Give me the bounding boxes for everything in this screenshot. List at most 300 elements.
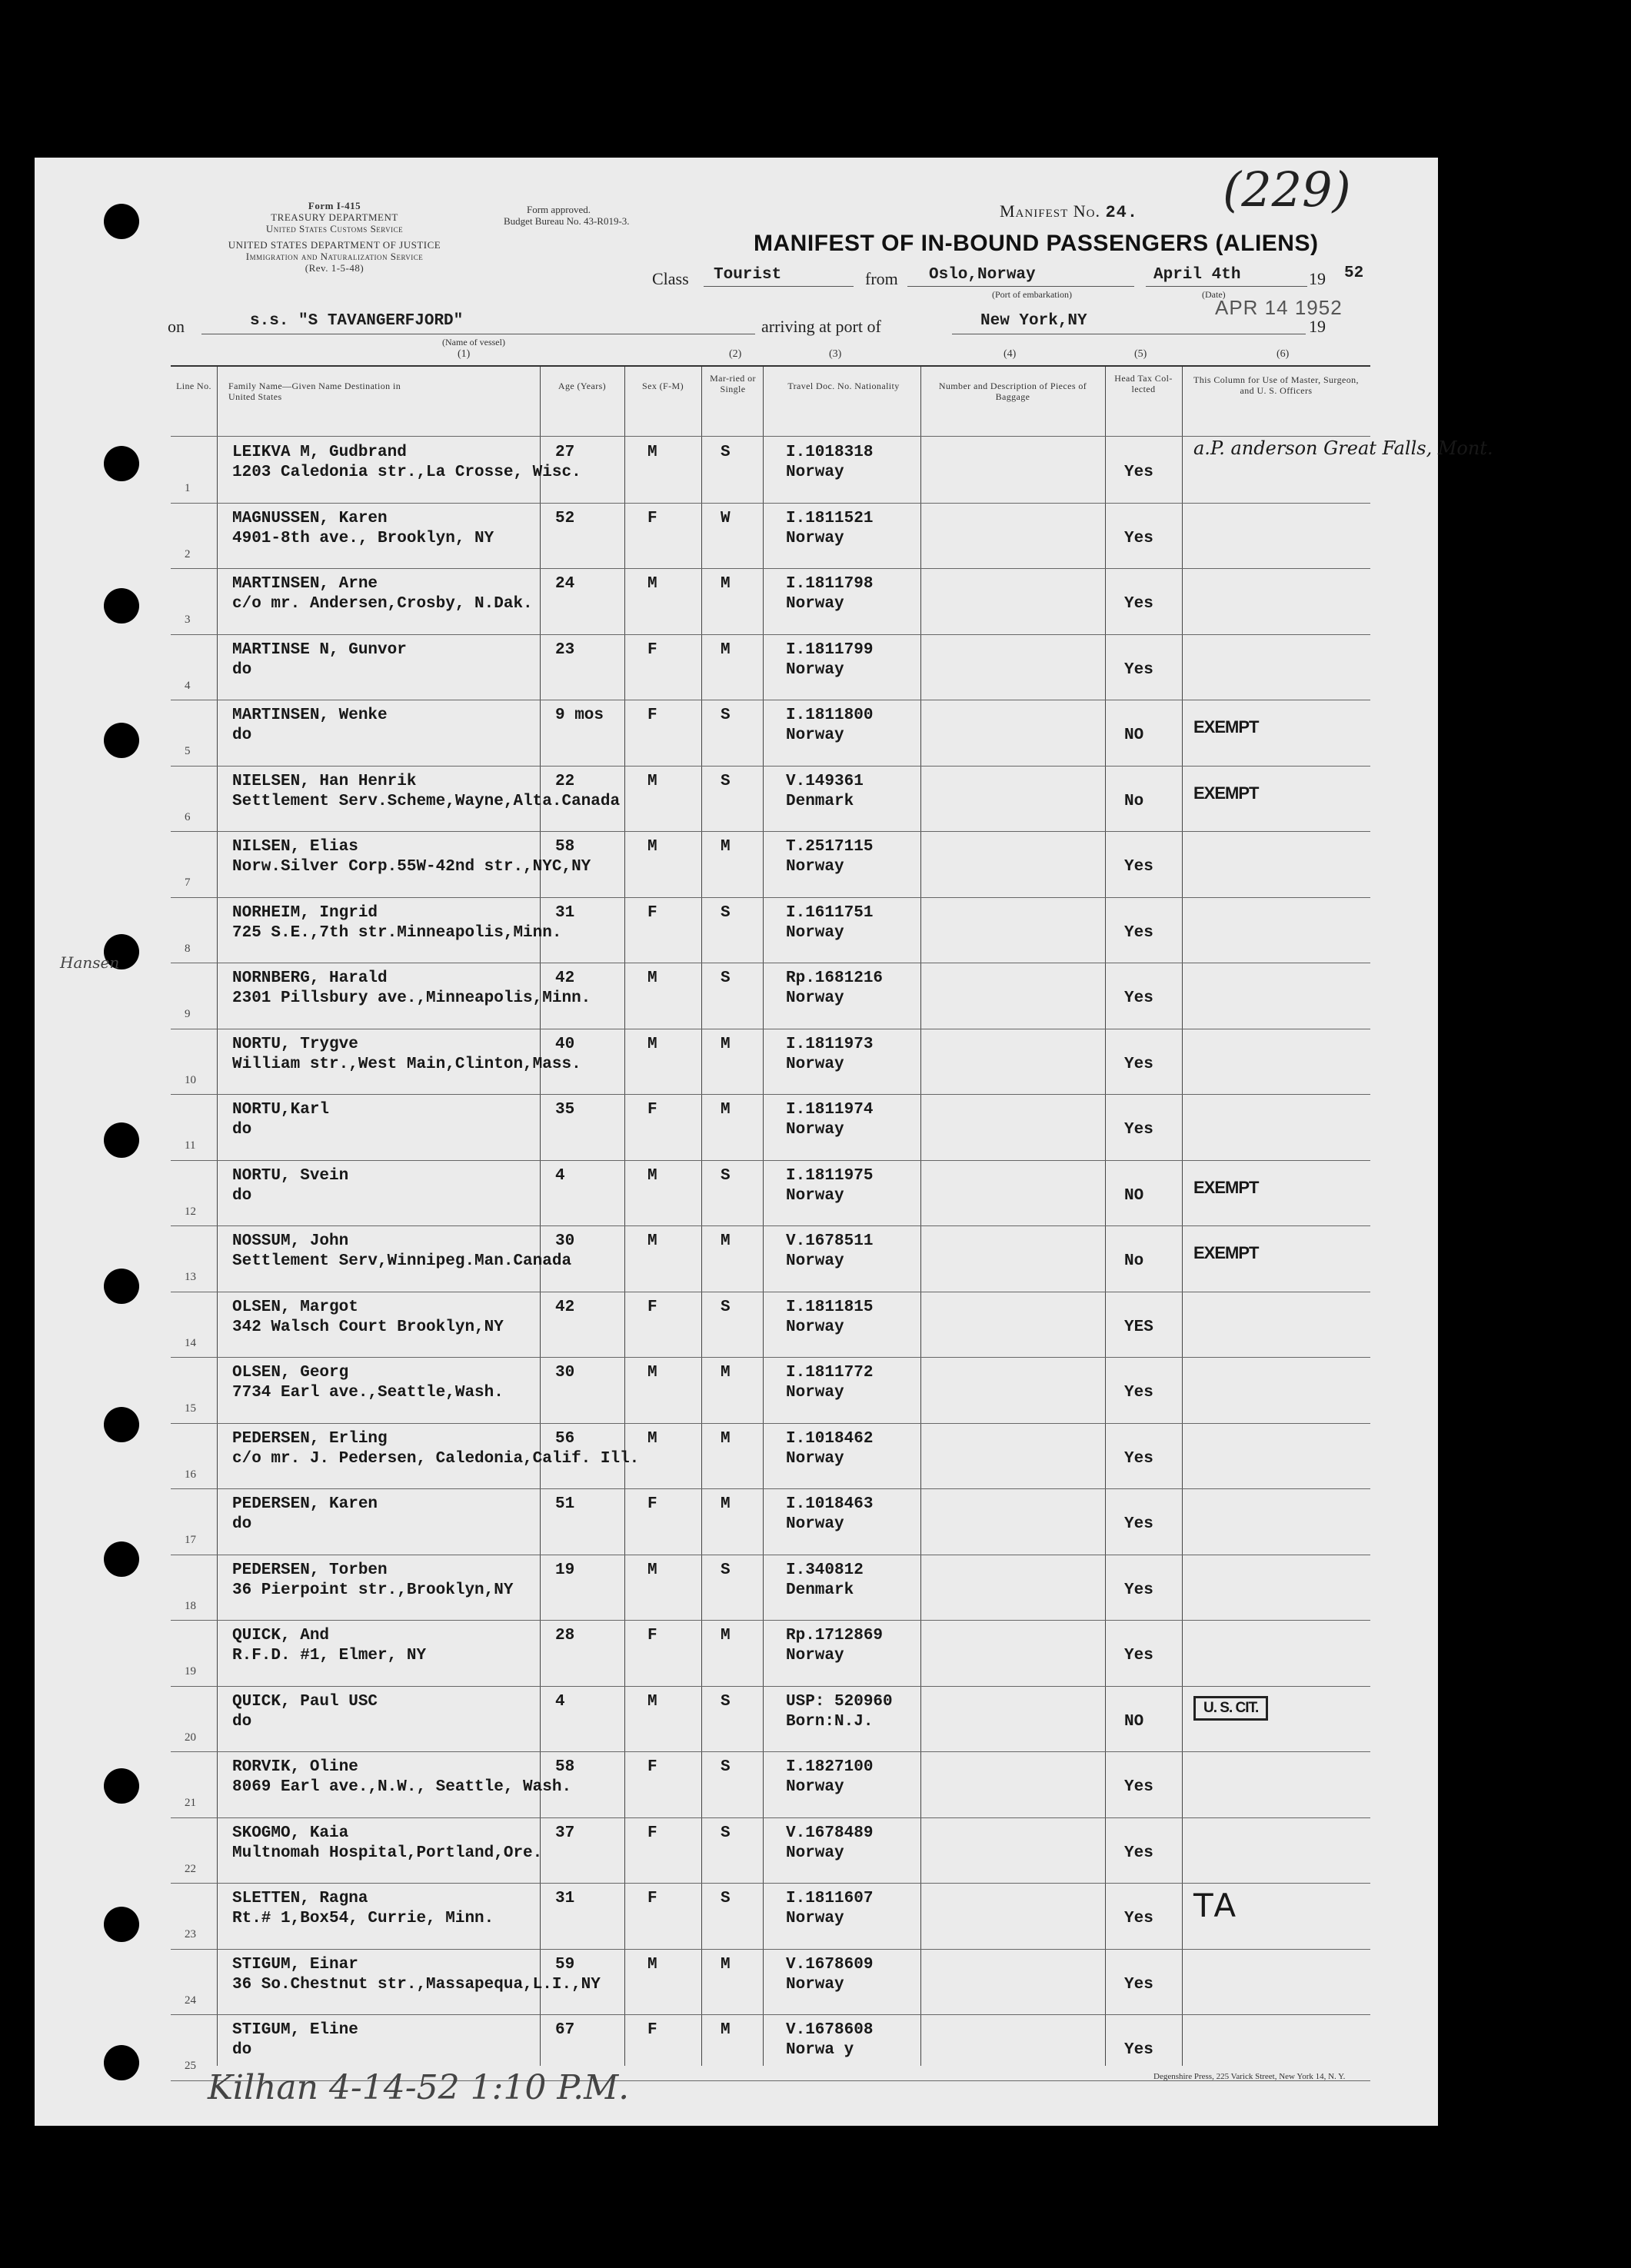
manifest-label: Manifest No.: [1000, 201, 1100, 221]
sex: M: [647, 1429, 657, 1448]
sex: M: [647, 838, 657, 856]
sex: F: [647, 1627, 657, 1644]
table-row: [171, 700, 1370, 766]
passenger-name: NORNBERG, Harald: [232, 969, 388, 987]
destination: 2301 Pillsbury ave.,Minneapolis,Minn.: [232, 989, 591, 1007]
line-number: 17: [185, 1534, 196, 1546]
officer-remark: EXEMPT: [1193, 1177, 1259, 1197]
nationality: Norway: [786, 1910, 844, 1927]
travel-doc-no: I.1018463: [786, 1495, 874, 1513]
vessel-value: s.s. "S TAVANGERFJORD": [250, 312, 464, 330]
punch-hole: [104, 204, 139, 239]
line-number: 3: [185, 614, 191, 626]
nationality: Norway: [786, 1647, 844, 1664]
passenger-name: NIELSEN, Han Henrik: [232, 772, 417, 790]
punch-hole: [104, 1269, 139, 1304]
marital-status: S: [721, 1166, 731, 1185]
passenger-name: OLSEN, Margot: [232, 1298, 358, 1316]
marital-status: M: [721, 1627, 731, 1644]
passenger-name: MARTINSEN, Arne: [232, 575, 378, 593]
head-tax: Yes: [1124, 1975, 1153, 1994]
passenger-table: [171, 365, 1493, 2072]
head-tax: Yes: [1124, 1844, 1153, 1862]
passenger-name: PEDERSEN, Karen: [232, 1495, 378, 1513]
nationality: Norway: [786, 1121, 844, 1139]
nationality: Denmark: [786, 1581, 854, 1599]
officer-remark: EXEMPT: [1193, 783, 1259, 803]
treasury-dept: TREASURY DEPARTMENT: [271, 211, 398, 223]
line-number: 22: [185, 1862, 196, 1875]
passenger-name: PEDERSEN, Torben: [232, 1561, 388, 1579]
age: 59: [555, 1955, 575, 1974]
header-travel-doc: Travel Doc. No. Nationality: [787, 381, 900, 391]
destination: R.F.D. #1, Elmer, NY: [232, 1647, 427, 1664]
punch-hole: [104, 1407, 139, 1442]
nationality: Norway: [786, 1186, 844, 1205]
sex: F: [647, 903, 657, 922]
passenger-name: QUICK, Paul USC: [232, 1692, 378, 1711]
table-row: [171, 504, 1370, 569]
destination: Settlement Serv.Scheme,Wayne,Alta.Canada: [232, 792, 621, 810]
year-prefix-2: 19: [1309, 317, 1326, 336]
approved-text: Form approved.: [527, 204, 591, 215]
destination: c/o mr. J. Pedersen, Caledonia,Calif. Ill.: [232, 1449, 640, 1468]
travel-doc-no: I.1811772: [786, 1364, 874, 1382]
age: 27: [555, 444, 575, 461]
destination: Rt.# 1,Box54, Currie, Minn.: [232, 1910, 494, 1927]
sex: F: [647, 1298, 657, 1316]
line-number: 13: [185, 1271, 196, 1283]
nationality: Norway: [786, 1252, 844, 1270]
passenger-name: PEDERSEN, Erling: [232, 1429, 388, 1448]
table-row: [171, 1687, 1370, 1752]
line-number: 2: [185, 547, 191, 560]
line-number: 16: [185, 1468, 196, 1481]
sex: M: [647, 1166, 657, 1185]
class-value: Tourist: [714, 266, 782, 284]
destination: do: [232, 1515, 252, 1533]
sex: F: [647, 1824, 657, 1842]
sex: F: [647, 1890, 657, 1907]
vessel-caption: (Name of vessel): [442, 337, 505, 348]
arrival-date-stamp: APR 14 1952: [1215, 296, 1343, 319]
travel-doc-no: I.1811973: [786, 1035, 874, 1053]
nationality: Norway: [786, 1975, 844, 1994]
age: 30: [555, 1364, 575, 1382]
marital-status: S: [721, 1561, 731, 1579]
sex: M: [647, 1232, 657, 1250]
age: 23: [555, 640, 575, 659]
age: 51: [555, 1495, 575, 1513]
travel-doc-no: T.2517115: [786, 838, 874, 856]
header-name: Family Name—Given Name Destination in United States: [228, 381, 401, 402]
head-tax: Yes: [1124, 1581, 1153, 1599]
column-number: (2): [729, 348, 742, 360]
destination: William str.,West Main,Clinton,Mass.: [232, 1055, 581, 1073]
marital-status: M: [721, 1035, 731, 1053]
column-number: (4): [1004, 348, 1017, 360]
destination: Multnomah Hospital,Portland,Ore.: [232, 1844, 543, 1862]
age: 52: [555, 509, 575, 527]
sex: F: [647, 640, 657, 659]
column-number: (6): [1277, 348, 1290, 360]
column-number: (1): [458, 348, 471, 360]
table-row: [171, 1884, 1370, 1949]
passenger-name: STIGUM, Eline: [232, 2021, 358, 2039]
marital-status: S: [721, 903, 731, 922]
punch-hole: [104, 1907, 139, 1942]
marital-status: S: [721, 1824, 731, 1842]
travel-doc-no: Rp.1712869: [786, 1627, 884, 1644]
line-number: 21: [185, 1797, 196, 1809]
table-row: [171, 1161, 1370, 1226]
punch-hole: [104, 1541, 139, 1577]
header-married: Mar-ried or Single: [710, 373, 756, 394]
marital-status: M: [721, 1364, 731, 1382]
travel-doc-no: I.1811800: [786, 707, 874, 724]
age: 9 mos: [555, 707, 604, 724]
table-row: [171, 1226, 1370, 1292]
passenger-name: RORVIK, Oline: [232, 1758, 358, 1776]
nationality: Norway: [786, 1384, 844, 1402]
table-row: [171, 1358, 1370, 1423]
sex: M: [647, 444, 657, 461]
table-row: [171, 1950, 1370, 2015]
head-tax: Yes: [1124, 464, 1153, 481]
punch-hole: [104, 588, 139, 624]
table-row: [171, 635, 1370, 700]
passenger-name: SKOGMO, Kaia: [232, 1824, 349, 1842]
passenger-name: NILSEN, Elias: [232, 838, 358, 856]
revision: (Rev. 1-5-48): [305, 262, 364, 274]
page-title: MANIFEST OF IN-BOUND PASSENGERS (ALIENS): [754, 231, 1319, 256]
from-value: Oslo,Norway: [929, 266, 1036, 284]
head-tax: No: [1124, 1252, 1144, 1270]
line-number: 8: [185, 942, 191, 955]
age: 58: [555, 1758, 575, 1776]
class-underline: [704, 286, 854, 287]
travel-doc-no: I.1827100: [786, 1758, 874, 1776]
travel-doc-no: I.340812: [786, 1561, 864, 1579]
table-row: [171, 1029, 1370, 1095]
head-tax: Yes: [1124, 989, 1153, 1007]
destination: do: [232, 1712, 252, 1731]
nationality: Norway: [786, 1318, 844, 1336]
line-number: 6: [185, 810, 191, 823]
destination: 7734 Earl ave.,Seattle,Wash.: [232, 1384, 504, 1402]
column-number: (3): [829, 348, 842, 360]
marital-status: S: [721, 1692, 731, 1711]
age: 19: [555, 1561, 575, 1579]
destination: Norw.Silver Corp.55W-42nd str.,NYC,NY: [232, 858, 591, 876]
date-caption: (Date): [1202, 289, 1226, 300]
line-number: 25: [185, 2060, 196, 2072]
line-number: 14: [185, 1336, 196, 1349]
passenger-name: OLSEN, Georg: [232, 1364, 349, 1382]
punch-hole: [104, 723, 139, 758]
header-baggage: Number and Description of Pieces of Baggage: [938, 381, 1087, 402]
form-approval: [504, 204, 688, 227]
header-head-tax: Head Tax Col-lected: [1114, 373, 1173, 394]
nationality: Norwa y: [786, 2041, 854, 2059]
line-number: 11: [185, 1139, 196, 1152]
passenger-name: MAGNUSSEN, Karen: [232, 509, 388, 527]
sex: F: [647, 707, 657, 724]
marital-status: M: [721, 2021, 731, 2039]
passenger-name: QUICK, And: [232, 1627, 330, 1644]
marital-status: S: [721, 1298, 731, 1316]
marital-status: M: [721, 838, 731, 856]
line-number: 18: [185, 1599, 196, 1612]
year-value: 52: [1344, 264, 1364, 282]
travel-doc-no: I.1811607: [786, 1890, 874, 1907]
table-row: [171, 1752, 1370, 1817]
from-underline: [907, 286, 1134, 287]
head-tax: NO: [1124, 1712, 1144, 1731]
marital-status: M: [721, 1955, 731, 1974]
ins-service: Immigration and Naturalization Service: [245, 251, 424, 262]
sex: M: [647, 575, 657, 593]
line-number: 19: [185, 1665, 196, 1678]
sex: M: [647, 1955, 657, 1974]
travel-doc-no: I.1018462: [786, 1429, 874, 1448]
nationality: Norway: [786, 1449, 844, 1468]
nationality: Norway: [786, 923, 844, 942]
line-number: 5: [185, 745, 191, 757]
age: 67: [555, 2021, 575, 2039]
travel-doc-no: I.1811799: [786, 640, 874, 659]
age: 31: [555, 903, 575, 922]
head-tax: Yes: [1124, 858, 1153, 876]
age: 24: [555, 575, 575, 593]
age: 42: [555, 969, 575, 987]
travel-doc-no: V.149361: [786, 772, 864, 790]
passenger-name: NORTU, Trygve: [232, 1035, 358, 1053]
table-row: [171, 1555, 1370, 1621]
handwritten-manifest-number: (229): [1223, 161, 1351, 218]
passenger-name: MARTINSEN, Wenke: [232, 707, 388, 724]
header-officers: This Column for Use of Master, Surgeon, and U. S. Officers: [1193, 374, 1359, 396]
travel-doc-no: USP: 520960: [786, 1692, 893, 1711]
table-row: [171, 898, 1370, 963]
destination: 1203 Caledonia str.,La Crosse, Wisc.: [232, 464, 581, 481]
marital-status: M: [721, 575, 731, 593]
marital-status: S: [721, 772, 731, 790]
arriving-value: New York,NY: [980, 312, 1087, 330]
age: 56: [555, 1429, 575, 1448]
port-embark-caption: (Port of embarkation): [992, 289, 1072, 300]
travel-doc-no: V.1678489: [786, 1824, 874, 1842]
line-number: 7: [185, 876, 191, 889]
head-tax: Yes: [1124, 1647, 1153, 1664]
marital-status: S: [721, 707, 731, 724]
line-number: 4: [185, 679, 191, 692]
nationality: Norway: [786, 595, 844, 613]
on-label: on: [168, 317, 185, 336]
travel-doc-no: I.1811798: [786, 575, 874, 593]
nationality: Norway: [786, 858, 844, 876]
age: 35: [555, 1101, 575, 1119]
age: 4: [555, 1166, 565, 1185]
head-tax: No: [1124, 792, 1144, 810]
destination: c/o mr. Andersen,Crosby, N.Dak.: [232, 595, 533, 613]
destination: Settlement Serv,Winnipeg.Man.Canada: [232, 1252, 572, 1270]
table-row: [171, 1292, 1370, 1358]
head-tax: Yes: [1124, 1910, 1153, 1927]
us-cit-stamp: U. S. CIT.: [1193, 1696, 1268, 1721]
travel-doc-no: V.1678609: [786, 1955, 874, 1974]
sex: F: [647, 1758, 657, 1776]
table-row: [171, 1621, 1370, 1686]
table-row: [171, 1424, 1370, 1489]
header-age: Age (Years): [558, 381, 607, 391]
table-row: [171, 832, 1370, 897]
nationality: Norway: [786, 1844, 844, 1862]
travel-doc-no: I.1811974: [786, 1101, 874, 1119]
passenger-name: NORTU,Karl: [232, 1101, 330, 1119]
table-row: [171, 963, 1370, 1029]
marital-status: M: [721, 1495, 731, 1513]
from-label: from: [865, 269, 898, 288]
travel-doc-no: V.1678511: [786, 1232, 874, 1250]
head-tax: Yes: [1124, 1055, 1153, 1073]
marital-status: S: [721, 444, 731, 461]
line-number: 15: [185, 1402, 196, 1415]
marital-status: S: [721, 1758, 731, 1776]
sex: M: [647, 1692, 657, 1711]
head-tax: Yes: [1124, 1384, 1153, 1402]
table-row: [171, 1818, 1370, 1884]
marital-status: W: [721, 509, 731, 527]
destination: do: [232, 1121, 252, 1139]
line-number: 24: [185, 1994, 196, 2007]
nationality: Norway: [786, 529, 844, 547]
travel-doc-no: I.1811521: [786, 509, 874, 527]
passenger-name: MARTINSE N, Gunvor: [232, 640, 407, 659]
head-tax: Yes: [1124, 1449, 1153, 1468]
head-tax: Yes: [1124, 923, 1153, 942]
table-row: [171, 1095, 1370, 1160]
destination: do: [232, 2041, 252, 2059]
sex: F: [647, 2021, 657, 2039]
table-row: [171, 569, 1370, 634]
marital-status: M: [721, 1429, 731, 1448]
sex: F: [647, 509, 657, 527]
age: 40: [555, 1035, 575, 1053]
line-number: 23: [185, 1928, 196, 1940]
column-number: (5): [1134, 348, 1147, 360]
sex: M: [647, 772, 657, 790]
sex: F: [647, 1101, 657, 1119]
nationality: Norway: [786, 464, 844, 481]
punch-hole: [104, 1122, 139, 1158]
punch-hole: [104, 2045, 139, 2080]
nationality: Norway: [786, 727, 844, 744]
class-label: Class: [652, 269, 689, 288]
manifest-value: 24.: [1105, 203, 1139, 222]
line-number: 12: [185, 1205, 196, 1218]
justice-dept: UNITED STATES DEPARTMENT OF JUSTICE: [228, 239, 441, 251]
header-line-no: Line No.: [176, 381, 211, 391]
age: 28: [555, 1627, 575, 1644]
head-tax: NO: [1124, 1186, 1144, 1205]
nationality: Norway: [786, 1055, 844, 1073]
age: 42: [555, 1298, 575, 1316]
line-number: 1: [185, 482, 191, 494]
head-tax: Yes: [1124, 1121, 1153, 1139]
manifest-number: [1000, 201, 1138, 222]
passenger-name: SLETTEN, Ragna: [232, 1890, 368, 1907]
nationality: Born:N.J.: [786, 1712, 874, 1731]
destination: 4901-8th ave., Brooklyn, NY: [232, 529, 494, 547]
arriving-label: arriving at port of: [761, 317, 881, 336]
punch-hole: [104, 1768, 139, 1804]
passenger-name: NORHEIM, Ingrid: [232, 903, 378, 922]
sex: M: [647, 1561, 657, 1579]
sex: M: [647, 1035, 657, 1053]
destination: do: [232, 660, 252, 679]
age: 37: [555, 1824, 575, 1842]
nationality: Norway: [786, 989, 844, 1007]
destination: 8069 Earl ave.,N.W., Seattle, Wash.: [232, 1778, 572, 1796]
table-row: [171, 1489, 1370, 1555]
line-number: 20: [185, 1731, 196, 1744]
line-number: 9: [185, 1008, 191, 1020]
margin-note: Hansen: [60, 953, 120, 972]
marital-status: M: [721, 1232, 731, 1250]
marital-status: M: [721, 640, 731, 659]
punch-hole: [104, 446, 139, 481]
nationality: Norway: [786, 1515, 844, 1533]
customs-service: United States Customs Service: [265, 223, 404, 234]
destination: 725 S.E.,7th str.Minneapolis,Minn.: [232, 923, 562, 942]
date-underline: [1146, 286, 1307, 287]
passenger-name: NORTU, Svein: [232, 1166, 349, 1185]
year-prefix: 19: [1309, 269, 1326, 288]
passenger-name: LEIKVA M, Gudbrand: [232, 444, 407, 461]
head-tax: NO: [1124, 727, 1144, 744]
head-tax: Yes: [1124, 1515, 1153, 1533]
age: 31: [555, 1890, 575, 1907]
travel-doc-no: I.1611751: [786, 903, 874, 922]
head-tax: Yes: [1124, 595, 1153, 613]
printer-credit: Degenshire Press, 225 Varick Street, New York 14, N. Y.: [1153, 2072, 1346, 2081]
sex: M: [647, 969, 657, 987]
head-tax: Yes: [1124, 1778, 1153, 1796]
sex: F: [647, 1495, 657, 1513]
budget-text: Budget Bureau No. 43-R019-3.: [504, 215, 630, 227]
destination: do: [232, 727, 252, 744]
travel-doc-no: I.1018318: [786, 444, 874, 461]
age: 22: [555, 772, 575, 790]
head-tax: Yes: [1124, 660, 1153, 679]
age: 58: [555, 838, 575, 856]
destination: 36 Pierpoint str.,Brooklyn,NY: [232, 1581, 514, 1599]
travel-doc-no: I.1811815: [786, 1298, 874, 1316]
table-row: [171, 767, 1370, 832]
officer-remark: TA: [1193, 1887, 1240, 1924]
passenger-name: NOSSUM, John: [232, 1232, 349, 1250]
destination: 36 So.Chestnut str.,Massapequa,L.I.,NY: [232, 1975, 601, 1994]
table-row: [171, 437, 1493, 503]
date-value: April 4th: [1153, 266, 1241, 284]
head-tax: YES: [1124, 1318, 1153, 1336]
nationality: Denmark: [786, 792, 854, 810]
nationality: Norway: [786, 660, 844, 679]
travel-doc-no: Rp.1681216: [786, 969, 884, 987]
travel-doc-no: V.1678608: [786, 2021, 874, 2039]
destination: do: [232, 1186, 252, 1205]
